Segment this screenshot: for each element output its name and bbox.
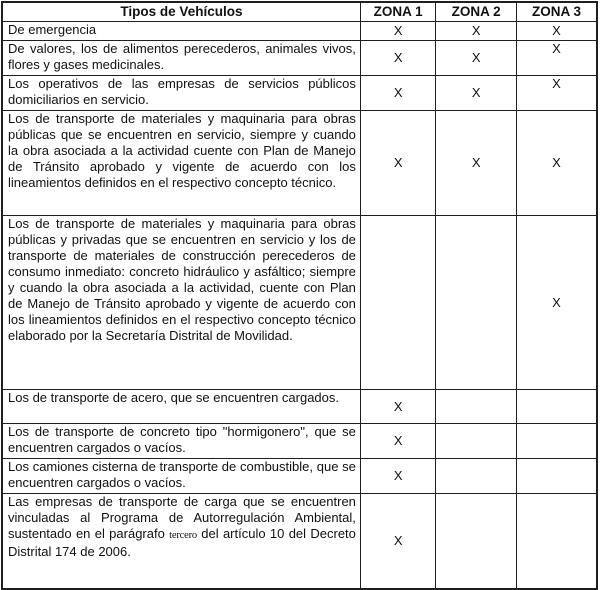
zona3-mark-cell xyxy=(516,424,597,459)
vehicle-type-cell: Los de transporte de materiales y maquinaria para obras públicas que se encuentren en servicio, siempre y cuando la obra asociada a la actividad cuente con Plan de Manejo de Tránsito aprobado y vigente de acuerdo con los lineamientos definidos en el respectivo concepto técnico. xyxy=(2,111,360,216)
vehicle-type-text: Las empresas de transporte de carga que se encuentren vinculadas al Programa de Autorregulación Ambiental, sustentado en el parágrafo xyxy=(8,494,356,541)
column-header-zona1: ZONA 1 xyxy=(360,2,436,22)
table-row xyxy=(2,216,597,390)
zona1-mark-cell: X xyxy=(360,111,436,216)
vehicle-type-cell: Los operativos de las empresas de servicios públicos domiciliarios en servicio. xyxy=(2,76,360,111)
zona1-mark-cell: X xyxy=(360,494,436,590)
zona3-mark-cell xyxy=(516,390,597,424)
vehicle-type-cell: De emergencia xyxy=(2,22,360,41)
table-row xyxy=(2,424,597,459)
zona1-mark-cell: X xyxy=(360,41,436,76)
vehicle-type-text-small: tercero xyxy=(169,530,197,541)
table-body xyxy=(2,22,597,590)
vehicle-type-cell: Los de transporte de materiales y maquinaria para obras públicas y privadas que se encuentren en servicio y los de transporte de materiales de construcción perecederos de consumo inmediato: concreto hidráulico y asfáltico; siempre y cuando la obra asociada a la actividad, cuente con Plan de Manejo de Tránsito aprobado y vigente de acuerdo con los lineamientos definidos en el respectivo concepto técnico elaborado por la Secretaría Distrital de Movilidad. xyxy=(2,216,360,390)
table-row xyxy=(2,76,597,111)
table-row xyxy=(2,459,597,494)
zona1-mark-cell: X xyxy=(360,76,436,111)
zona1-mark-cell: X xyxy=(360,424,436,459)
zona2-mark-cell xyxy=(436,390,517,424)
vehicle-type-cell xyxy=(2,494,360,590)
zona2-mark-cell: X xyxy=(436,111,517,216)
table-row xyxy=(2,41,597,76)
column-header-zona3: ZONA 3 xyxy=(516,2,597,22)
zona2-mark-cell xyxy=(436,216,517,390)
zona2-mark-cell: X xyxy=(436,76,517,111)
zona3-mark-cell xyxy=(516,459,597,494)
vehicle-type-cell: De valores, los de alimentos perecederos, animales vivos, flores y gases medicinales. xyxy=(2,41,360,76)
zona3-mark-cell: X xyxy=(516,216,597,390)
zona2-mark-cell: X xyxy=(436,41,517,76)
zona2-mark-cell xyxy=(436,459,517,494)
zona2-mark-cell xyxy=(436,494,517,590)
zona2-mark-cell xyxy=(436,424,517,459)
zona2-mark-cell: X xyxy=(436,22,517,41)
table-row xyxy=(2,111,597,216)
zona3-mark-cell: X xyxy=(516,41,597,76)
zona1-mark-cell: X xyxy=(360,22,436,41)
vehicle-type-cell: Los de transporte de acero, que se encuentren cargados. xyxy=(2,390,360,424)
header-row xyxy=(2,2,597,22)
zona3-mark-cell: X xyxy=(516,76,597,111)
zona3-mark-cell xyxy=(516,494,597,590)
table-row xyxy=(2,22,597,41)
zona1-mark-cell xyxy=(360,216,436,390)
zona1-mark-cell: X xyxy=(360,390,436,424)
zona3-mark-cell: X xyxy=(516,111,597,216)
table-row xyxy=(2,390,597,424)
column-header-tipos-de-vehiculos: Tipos de Vehículos xyxy=(2,2,360,22)
vehicle-type-text: del artículo 10 del Decreto Distrital 174 de 2006. xyxy=(8,526,356,559)
table-row xyxy=(2,494,597,590)
zona3-mark-cell: X xyxy=(516,22,597,41)
vehicle-zones-table xyxy=(1,1,598,590)
zona1-mark-cell: X xyxy=(360,459,436,494)
vehicle-type-cell: Los de transporte de concreto tipo "hormigonero", que se encuentren cargados o vacíos. xyxy=(2,424,360,459)
column-header-zona2: ZONA 2 xyxy=(436,2,517,22)
vehicle-type-cell: Los camiones cisterna de transporte de combustible, que se encuentren cargados o vacíos. xyxy=(2,459,360,494)
